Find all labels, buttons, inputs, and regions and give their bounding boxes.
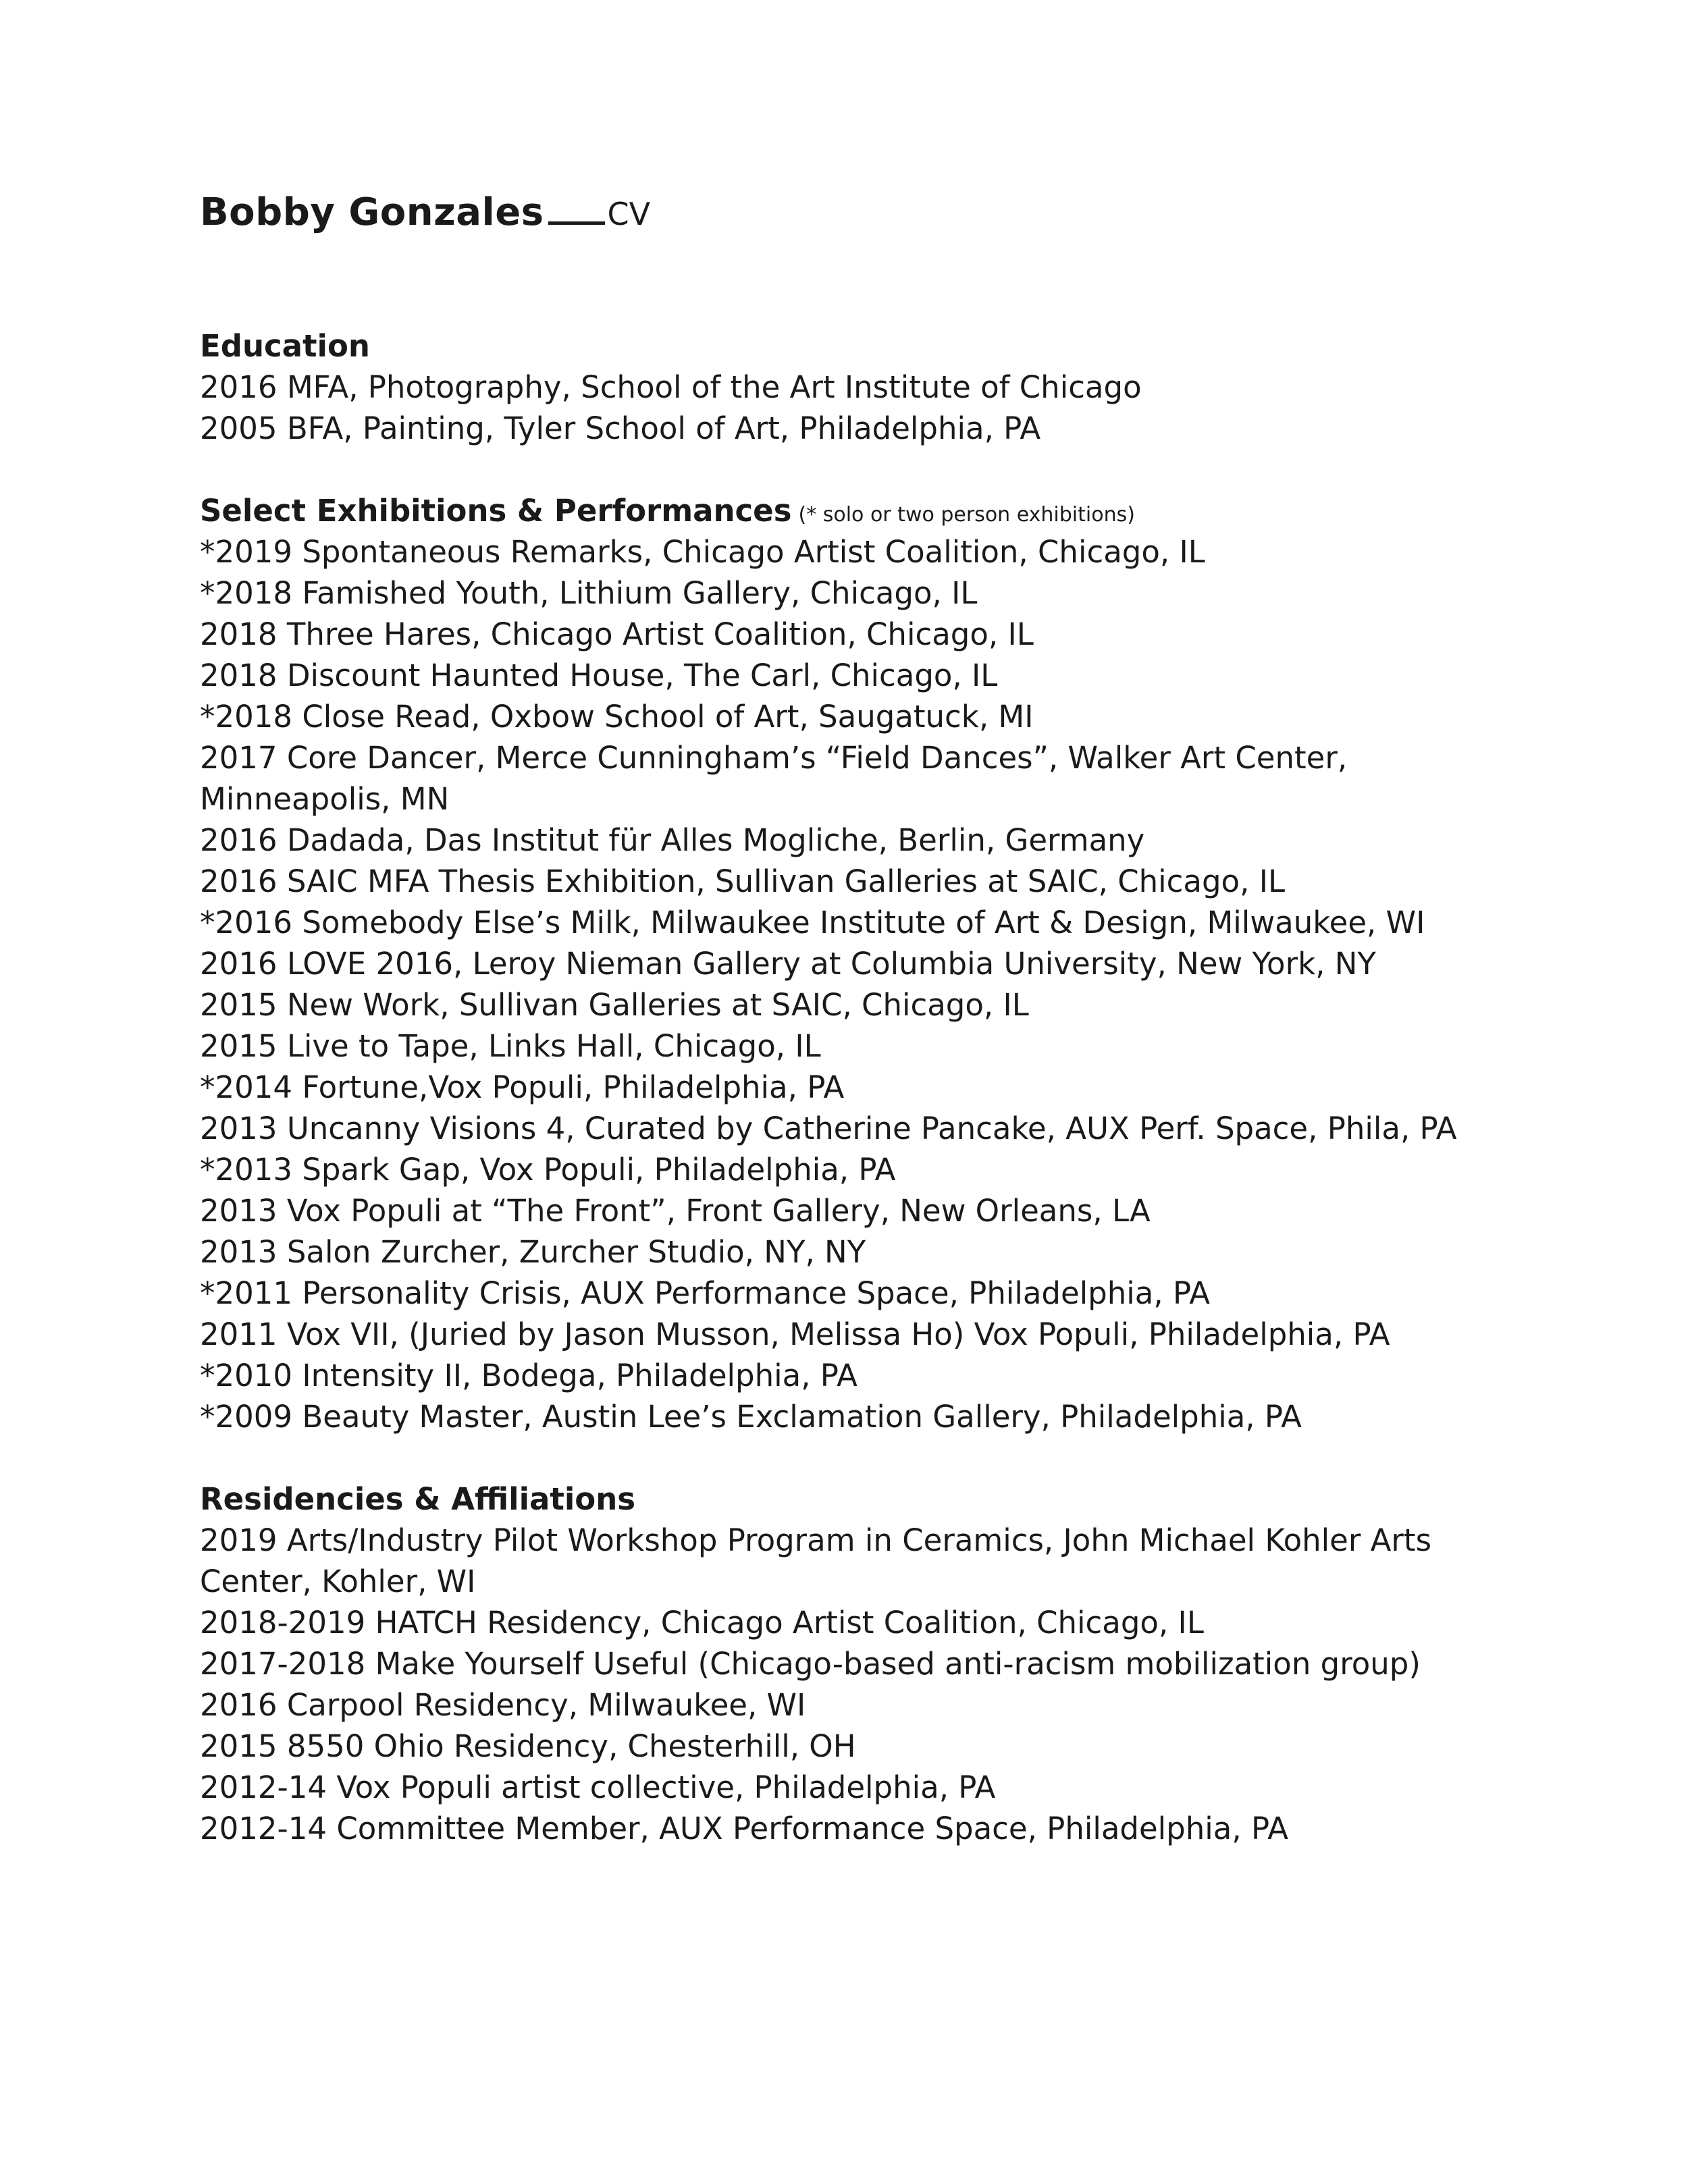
- exhibitions-note: (* solo or two person exhibitions): [798, 503, 1135, 527]
- education-heading: Education: [200, 328, 370, 364]
- title-underline: [548, 221, 605, 225]
- exhibition-item: 2013 Salon Zurcher, Zurcher Studio, NY, NY: [200, 1234, 866, 1270]
- residency-item: 2015 8550 Ohio Residency, Chesterhill, OH: [200, 1728, 856, 1764]
- residency-item: 2012-14 Vox Populi artist collective, Philadelphia, PA: [200, 1769, 996, 1805]
- exhibition-item: *2013 Spark Gap, Vox Populi, Philadelphia, PA: [200, 1152, 896, 1188]
- residencies-section: [200, 1479, 1523, 1849]
- education-item: 2005 BFA, Painting, Tyler School of Art, Philadelphia, PA: [200, 410, 1041, 446]
- spacer: [200, 265, 1523, 325]
- author-name: Bobby Gonzales: [200, 190, 544, 234]
- exhibition-item: 2016 Dadada, Das Institut für Alles Mogliche, Berlin, Germany: [200, 822, 1145, 858]
- exhibition-item: *2014 Fortune,Vox Populi, Philadelphia, PA: [200, 1069, 845, 1105]
- residency-item: 2012-14 Committee Member, AUX Performance Space, Philadelphia, PA: [200, 1811, 1288, 1846]
- exhibition-item: 2013 Vox Populi at “The Front”, Front Gallery, New Orleans, LA: [200, 1193, 1151, 1229]
- spacer: [200, 1437, 1523, 1479]
- residency-item: 2016 Carpool Residency, Milwaukee, WI: [200, 1687, 806, 1723]
- residency-item: 2017-2018 Make Yourself Useful (Chicago-based anti-racism mobilization group): [200, 1646, 1421, 1682]
- exhibition-item: *2016 Somebody Else’s Milk, Milwaukee Institute of Art & Design, Milwaukee, WI: [200, 905, 1425, 940]
- exhibition-item: 2016 LOVE 2016, Leroy Nieman Gallery at Columbia University, New York, NY: [200, 946, 1376, 982]
- document-type: CV: [607, 196, 651, 232]
- spacer: [200, 449, 1523, 490]
- residencies-heading: Residencies & Affiliations: [200, 1481, 636, 1517]
- cv-content: [200, 190, 1523, 1849]
- exhibition-item: 2011 Vox VII, (Juried by Jason Musson, Melissa Ho) Vox Populi, Philadelphia, PA: [200, 1316, 1390, 1352]
- exhibition-item: *2011 Personality Crisis, AUX Performance Space, Philadelphia, PA: [200, 1275, 1210, 1311]
- exhibition-item: 2015 Live to Tape, Links Hall, Chicago, IL: [200, 1028, 821, 1064]
- exhibition-item: *2010 Intensity II, Bodega, Philadelphia, PA: [200, 1358, 858, 1393]
- exhibition-item: 2018 Three Hares, Chicago Artist Coalition, Chicago, IL: [200, 616, 1034, 652]
- exhibition-item: 2013 Uncanny Visions 4, Curated by Catherine Pancake, AUX Perf. Space, Phila, PA: [200, 1111, 1457, 1146]
- exhibition-item: 2018 Discount Haunted House, The Carl, Chicago, IL: [200, 658, 998, 693]
- exhibitions-section: [200, 490, 1523, 1437]
- exhibitions-heading-row: [200, 490, 1523, 531]
- exhibition-item: 2015 New Work, Sullivan Galleries at SAIC, Chicago, IL: [200, 987, 1029, 1023]
- exhibition-item: *2009 Beauty Master, Austin Lee’s Exclamation Gallery, Philadelphia, PA: [200, 1399, 1302, 1435]
- exhibition-item: *2018 Famished Youth, Lithium Gallery, Chicago, IL: [200, 575, 978, 611]
- exhibition-item: 2017 Core Dancer, Merce Cunningham’s “Field Dances”, Walker Art Center, Minneapolis, MN: [200, 740, 1348, 817]
- education-item: 2016 MFA, Photography, School of the Art Institute of Chicago: [200, 369, 1142, 405]
- residency-item: 2018-2019 HATCH Residency, Chicago Artist Coalition, Chicago, IL: [200, 1605, 1204, 1641]
- exhibitions-heading: Select Exhibitions & Performances: [200, 493, 792, 529]
- education-section: [200, 325, 1523, 449]
- exhibition-item: *2019 Spontaneous Remarks, Chicago Artist Coalition, Chicago, IL: [200, 534, 1205, 570]
- exhibition-item: 2016 SAIC MFA Thesis Exhibition, Sullivan Galleries at SAIC, Chicago, IL: [200, 863, 1286, 899]
- title-row: [200, 190, 1523, 265]
- residency-item: 2019 Arts/Industry Pilot Workshop Program in Ceramics, John Michael Kohler Arts Center, Kohler, WI: [200, 1522, 1432, 1599]
- exhibition-item: *2018 Close Read, Oxbow School of Art, Saugatuck, MI: [200, 699, 1034, 735]
